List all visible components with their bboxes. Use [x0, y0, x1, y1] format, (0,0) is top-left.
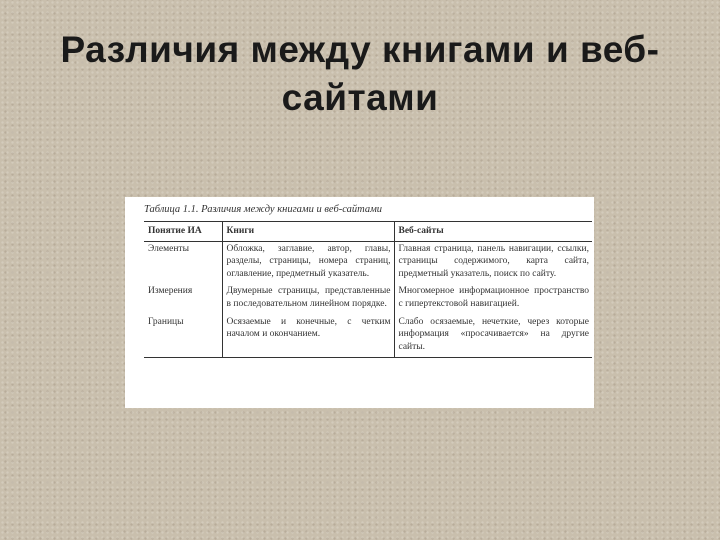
table-row — [144, 284, 592, 314]
comparison-table-image — [125, 197, 594, 408]
row-websites: Главная страница, панель навигации, ссылки, страницы содержимого, карта сайта, предметный указатель, поиск по сайту. — [394, 241, 592, 284]
row-books: Осязаемые и конечные, с четким началом и окончанием. — [222, 315, 394, 358]
table-row — [144, 315, 592, 358]
header-books: Книги — [222, 222, 394, 242]
row-concept: Границы — [148, 316, 184, 327]
comparison-table — [144, 221, 592, 358]
row-books: Двумерные страницы, представленные в последовательном линейном порядке. — [222, 284, 394, 314]
slide-title-line-2: сайтами — [281, 77, 439, 118]
table-caption: Таблица 1.1. Различия между книгами и веб-сайтами — [144, 204, 383, 215]
row-books: Обложка, заглавие, автор, главы, разделы, страницы, номера страниц, оглавление, предметный указатель. — [222, 241, 394, 284]
header-concept: Понятие ИА — [144, 222, 222, 242]
row-concept: Элементы — [148, 243, 189, 254]
table-row — [144, 241, 592, 284]
slide-title-line-1: Различия между книгами и веб- — [60, 29, 660, 70]
header-websites: Веб-сайты — [394, 222, 592, 242]
slide-title — [20, 26, 700, 122]
row-websites: Многомерное информационное пространство с гипертекстовой навигацией. — [394, 284, 592, 314]
table-header-row — [144, 222, 592, 242]
row-websites: Слабо осязаемые, нечеткие, через которые информация «просачивается» на другие сайты. — [394, 315, 592, 358]
row-concept: Измерения — [148, 286, 193, 297]
